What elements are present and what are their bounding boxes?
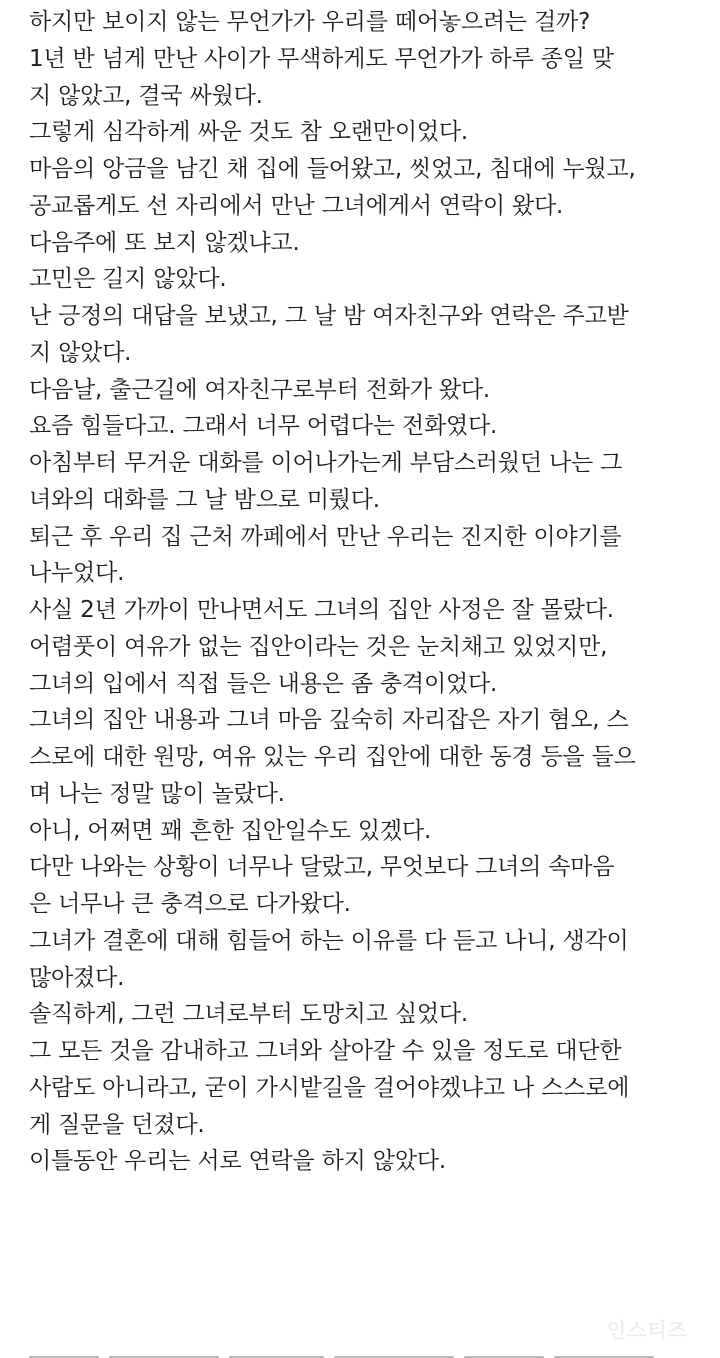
text-line: 아니, 어쩌면 꽤 흔한 집안일수도 있겠다. (29, 817, 432, 844)
article-body (29, 4, 709, 1180)
text-line: 난 긍정의 대답을 보냈고, 그 날 밤 여자친구와 연락은 주고받 (29, 303, 629, 329)
text-line: 며 나는 정말 많이 놀랐다. (29, 780, 285, 807)
text-line: 그녀의 입에서 직접 들은 내용은 좀 충격이었다. (29, 670, 498, 697)
text-line: 요즘 힘들다고. 그래서 너무 어렵다는 전화였다. (29, 413, 498, 440)
text-line: 많아졌다. (29, 964, 125, 991)
text-line: 다만 나와는 상황이 너무나 달랐고, 무엇보다 그녀의 속마음 (29, 854, 615, 881)
text-line: 다음날, 출근길에 여자친구로부터 전화가 왔다. (29, 376, 491, 403)
text-line: 공교롭게도 선 자리에서 만난 그녀에게서 연락이 왔다. (29, 192, 564, 219)
text-line: 사실 2년 가까이 만나면서도 그녀의 집안 사정은 잘 몰랐다. (29, 597, 614, 623)
text-line: 지 않았고, 결국 싸웠다. (29, 82, 263, 109)
text-line: 어렴풋이 여유가 없는 집안이라는 것은 눈치채고 있었지만, (29, 633, 608, 660)
text-line: 그 모든 것을 감내하고 그녀와 살아갈 수 있을 정도로 대단한 (29, 1038, 622, 1064)
text-line: 1년 반 넘게 만난 사이가 무색하게도 무언가가 하루 종일 맞 (29, 45, 614, 72)
text-line: 지 않았다. (29, 339, 132, 366)
text-line: 하지만 보이지 않는 무언가가 우리를 떼어놓으려는 걸까? (29, 9, 591, 35)
text-line: 나누었다. (29, 560, 125, 587)
text-line: 사람도 아니라고, 굳이 가시밭길을 걸어야겠냐고 나 스스로에 (29, 1074, 630, 1101)
watermark-logo: 인스티즈 (606, 1318, 688, 1342)
text-line: 아침부터 무거운 대화를 이어나가는게 부담스러웠던 나는 그 (29, 450, 623, 476)
text-line: 게 질문을 던졌다. (29, 1111, 205, 1138)
text-line: 퇴근 후 우리 집 근처 까페에서 만난 우리는 진지한 이야기를 (29, 523, 622, 550)
text-line: 그녀의 집안 내용과 그녀 마음 깊숙히 자리잡은 자기 혐오, 스 (29, 707, 629, 734)
text-line: 은 너무나 큰 충격으로 다가왔다. (29, 891, 351, 917)
text-line: 그렇게 심각하게 싸운 것도 참 오랜만이었다. (29, 119, 468, 146)
text-line: 녀와의 대화를 그 날 밤으로 미뤘다. (29, 486, 380, 513)
text-line: 이틀동안 우리는 서로 연락을 하지 않았다. (29, 1148, 446, 1175)
text-line: 그녀가 결혼에 대해 힘들어 하는 이유를 다 듣고 나니, 생각이 (29, 927, 629, 954)
text-line: 고민은 길지 않았다. (29, 266, 227, 293)
text-line: 마음의 앙금을 남긴 채 집에 들어왔고, 씻었고, 침대에 누웠고, (29, 156, 636, 182)
cut-off-next-line (29, 1345, 689, 1358)
text-line: 다음주에 또 보지 않겠냐고. (29, 229, 300, 256)
text-line: 스로에 대한 원망, 여유 있는 우리 집안에 대한 동경 등을 들으 (29, 744, 636, 770)
text-line: 솔직하게, 그런 그녀로부터 도망치고 싶었다. (29, 1001, 468, 1028)
